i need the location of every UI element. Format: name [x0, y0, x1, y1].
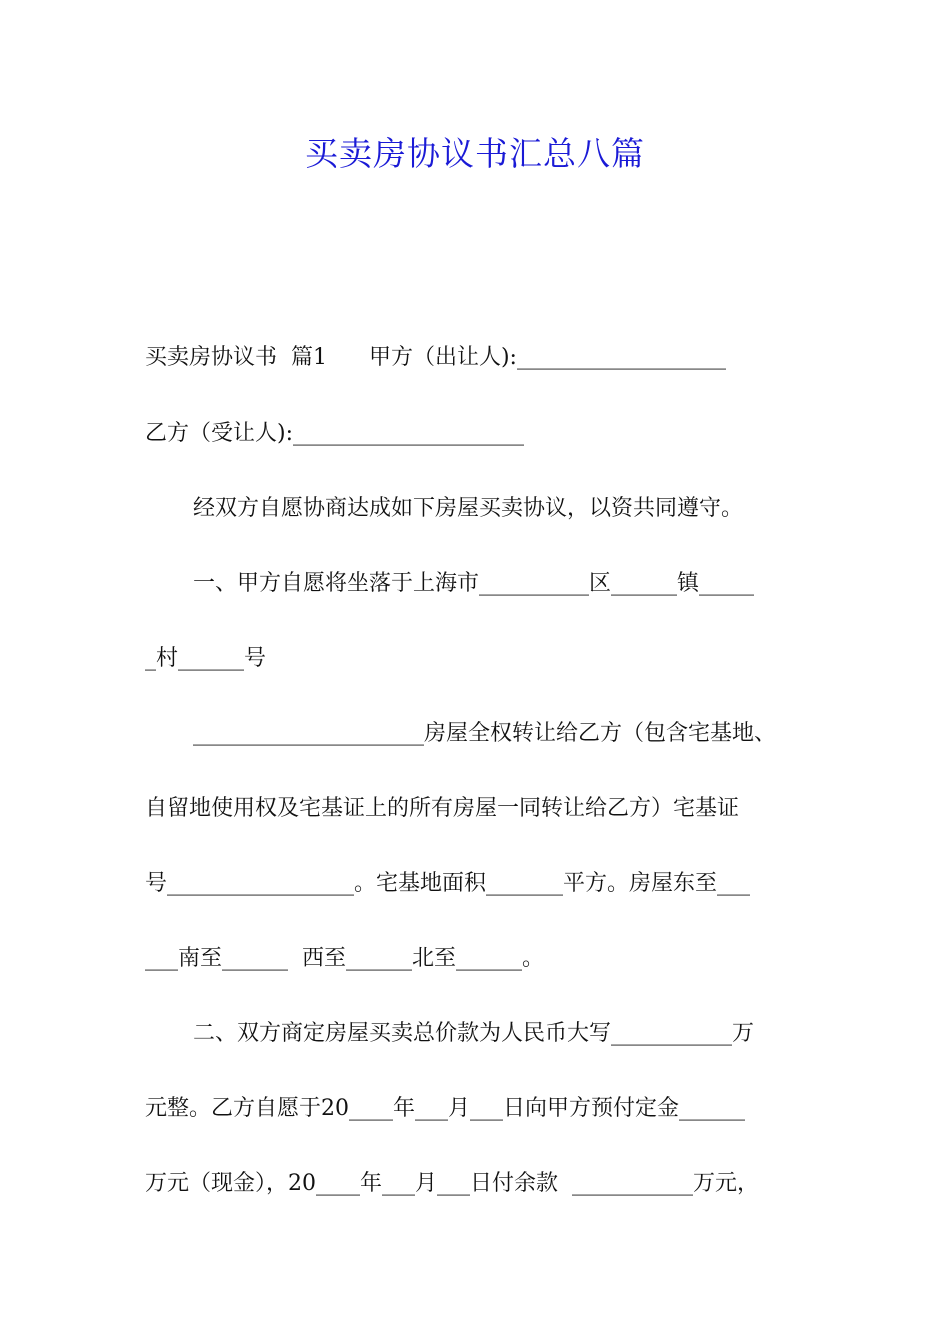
document-title: 买卖房协议书汇总八篇: [305, 134, 645, 173]
clause-one-line-3: _____________________房屋全权转让给乙方（包含宅基地、: [193, 721, 777, 746]
clause-one-line-6: ___南至______ 西至______北至______。: [145, 946, 544, 971]
agreement-heading-line: 买卖房协议书 篇1 甲方（出让人):___________________: [145, 345, 726, 370]
clause-two-line-3: 万元（现金），20____年___月___日付余款 ___________万元，: [145, 1171, 759, 1196]
party-b-line: 乙方（受让人):_____________________: [145, 421, 524, 446]
clause-one-line-2: _村______号: [145, 646, 267, 671]
preamble-paragraph: 经双方自愿协商达成如下房屋买卖协议，以资共同遵守。: [193, 496, 744, 521]
clause-one-line-1: 一、甲方自愿将坐落于上海市__________区______镇_____: [193, 571, 755, 596]
clause-two-line-2: 元整。乙方自愿于20____年___月___日向甲方预付定金______: [145, 1096, 745, 1121]
clause-two-line-1: 二、双方商定房屋买卖总价款为人民币大写___________万: [193, 1021, 755, 1046]
clause-one-line-4: 自留地使用权及宅基证上的所有房屋一同转让给乙方）宅基证: [145, 796, 740, 821]
clause-one-line-5: 号_________________。宅基地面积_______平方。房屋东至___: [145, 871, 751, 896]
